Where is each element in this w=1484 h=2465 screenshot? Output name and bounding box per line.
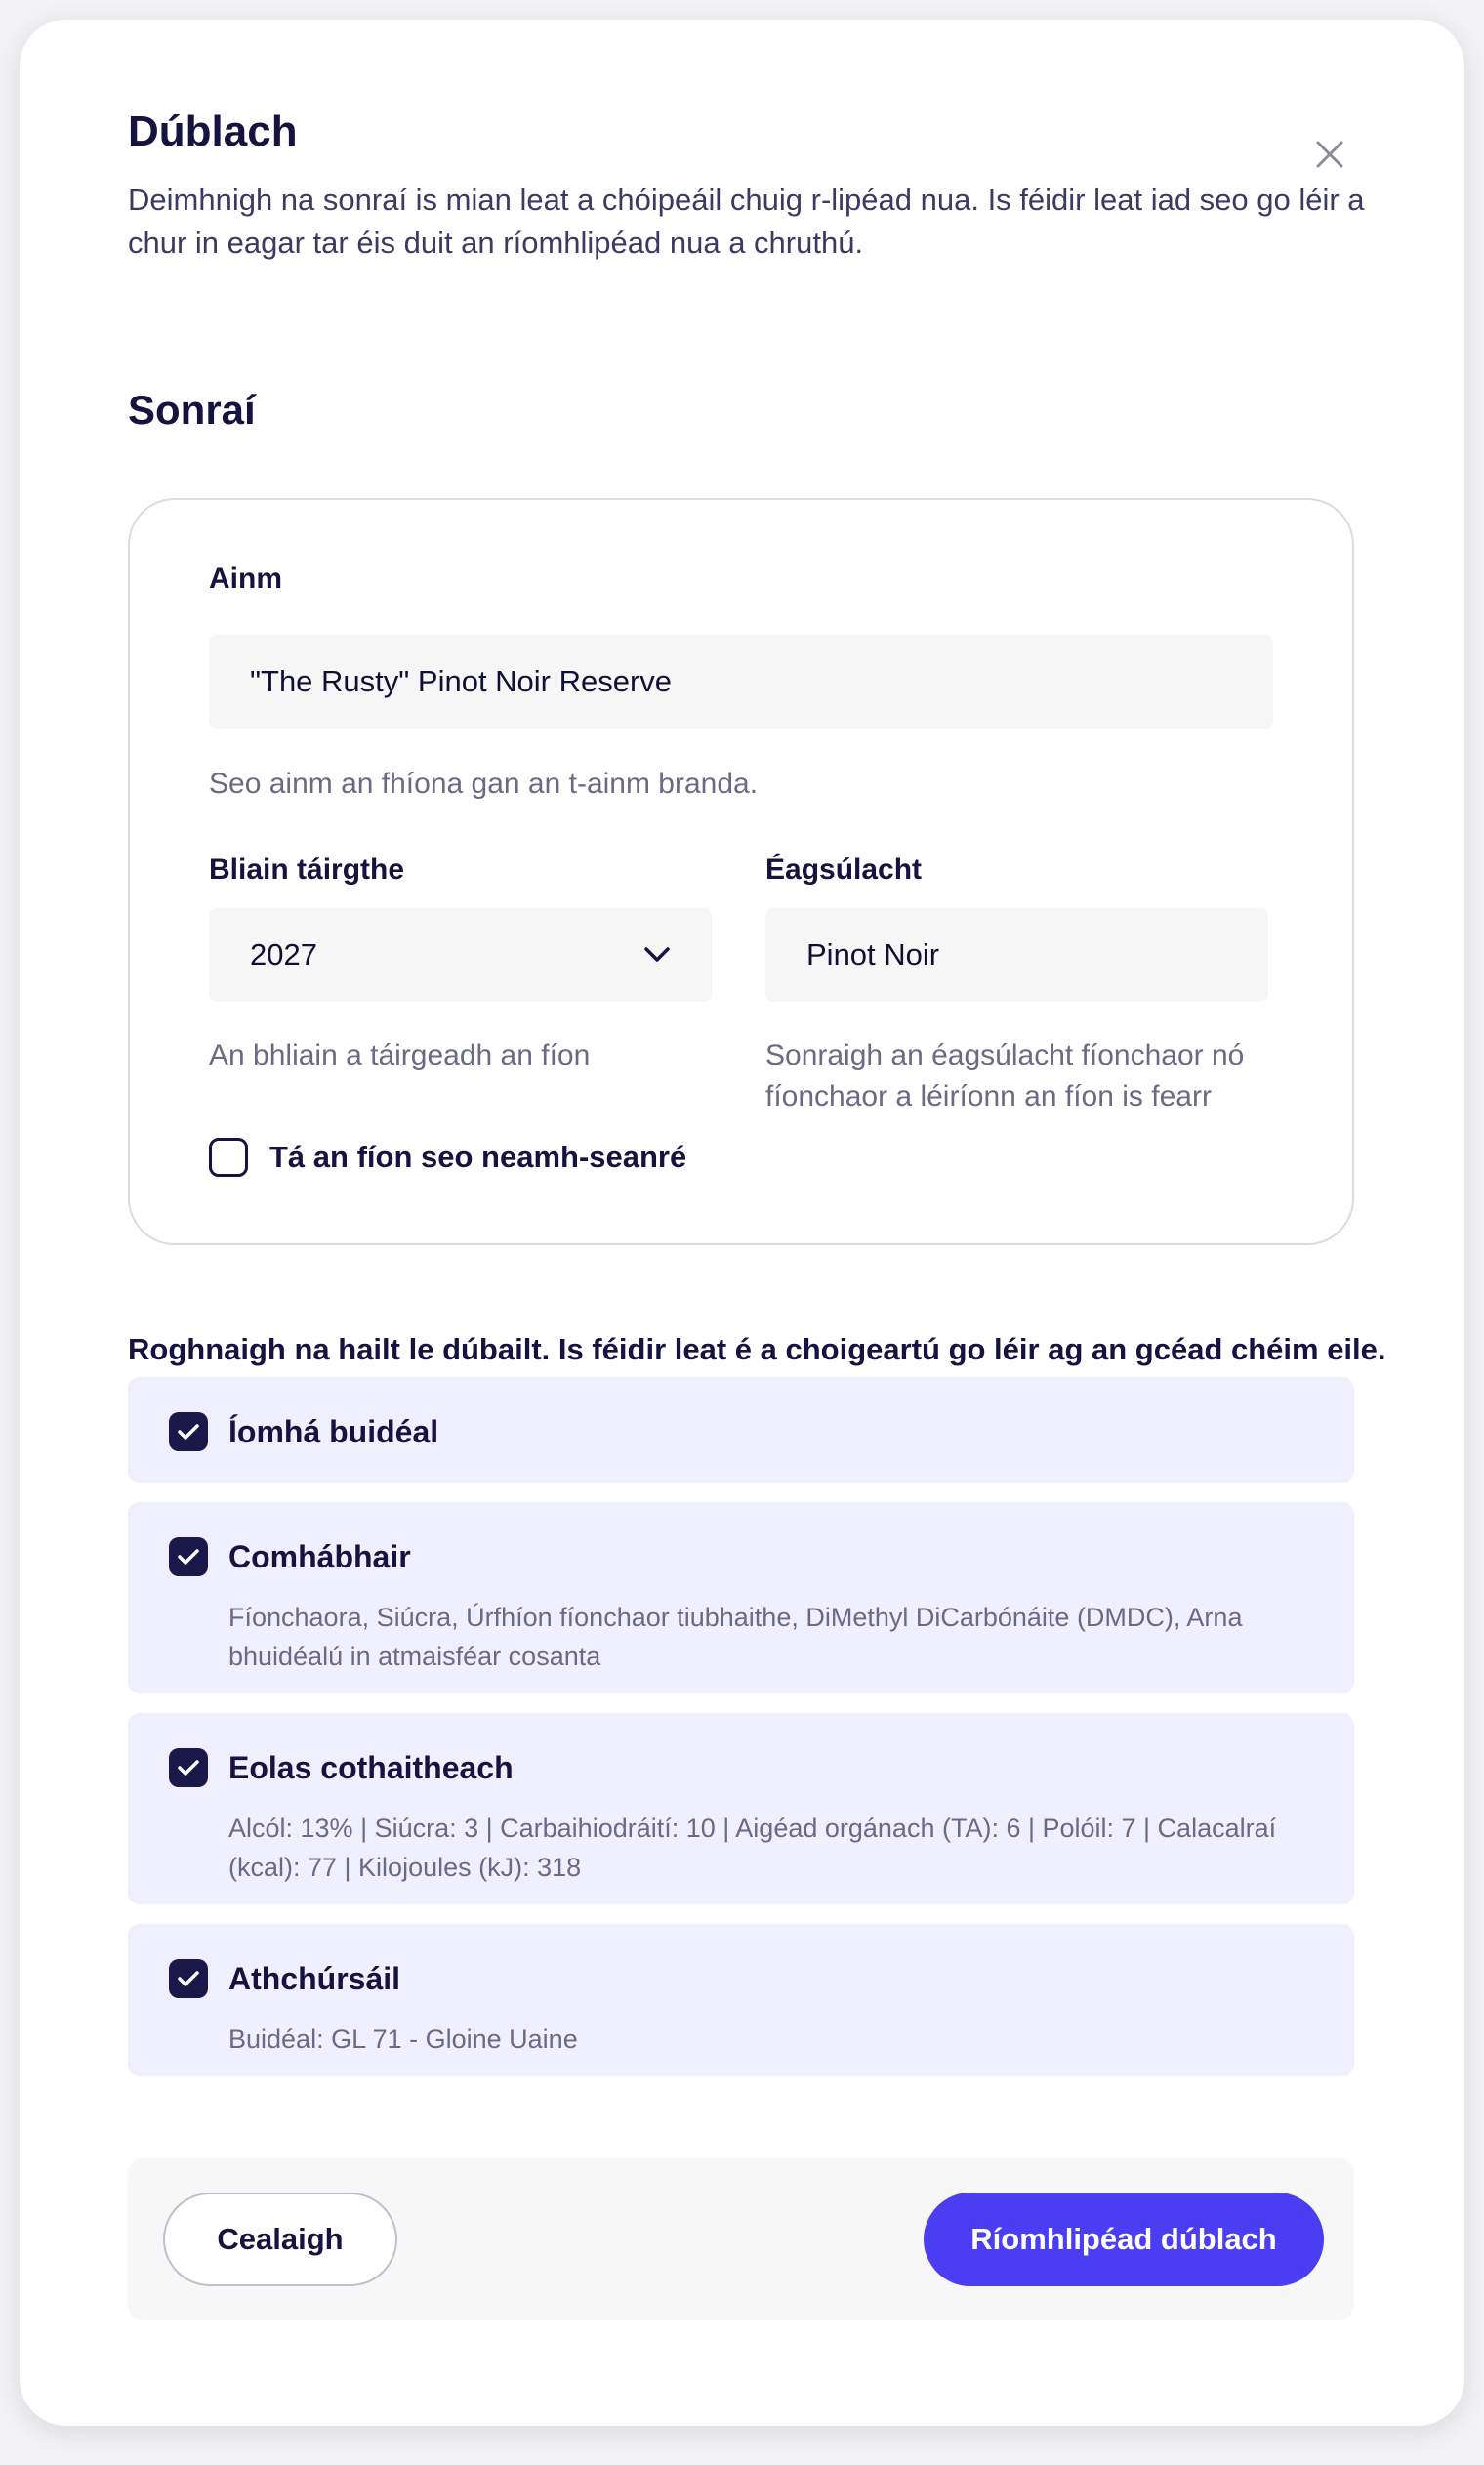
check-icon — [177, 1969, 200, 1988]
option-title: Íomhá buidéal — [228, 1414, 439, 1449]
year-select-value: 2027 — [250, 938, 317, 972]
option-bottle-image[interactable] — [128, 1377, 1354, 1483]
option-description: Fíonchaora, Siúcra, Úrfhíon fíonchaor tiubhaithe, DiMethyl DiCarbónáite (DMDC), Arna bhuidéalú in atmaisféar cosanta — [228, 1603, 1243, 1671]
copy-options-prompt: Roghnaigh na hailt le dúbailt. Is féidir leat é a choigeartú go léir ag an gcéad chéim eile. — [128, 1332, 1386, 1366]
option-title: Eolas cothaitheach — [228, 1750, 514, 1785]
variety-helper: Sonraigh an éagsúlacht fíonchaor nó fíonchaor a léiríonn an fíon is fearr — [765, 1039, 1245, 1112]
checkbox-checked[interactable] — [169, 1537, 208, 1576]
non-vintage-label: Tá an fíon seo neamh-seanré — [269, 1140, 687, 1174]
non-vintage-checkbox[interactable] — [209, 1138, 686, 1177]
option-title: Athchúrsáil — [228, 1961, 401, 1996]
checkbox-checked[interactable] — [169, 1412, 208, 1451]
cancel-button[interactable]: Cealaigh — [163, 2193, 397, 2286]
option-recycling[interactable] — [128, 1924, 1354, 2076]
check-icon — [177, 1422, 200, 1441]
name-label: Ainm — [209, 563, 282, 595]
chevron-down-icon — [643, 946, 671, 964]
year-helper: An bhliain a táirgeadh an fíon — [209, 1039, 591, 1071]
details-card — [128, 498, 1354, 1245]
close-icon — [1315, 140, 1344, 169]
checkbox-checked[interactable] — [169, 1748, 208, 1787]
details-heading: Sonraí — [128, 387, 256, 433]
variety-input[interactable] — [765, 908, 1268, 1002]
variety-label: Éagsúlacht — [765, 854, 923, 886]
check-icon — [177, 1758, 200, 1777]
check-icon — [177, 1547, 200, 1567]
year-select[interactable] — [209, 908, 712, 1002]
modal-intro: Deimhnigh na sonraí is mian leat a chóipeáil chuig r-lipéad nua. Is féidir leat iad seo go léir a chur in eagar tar éis duit an ríomhlipéad nua a chruthú. — [128, 183, 1365, 260]
close-button[interactable] — [1308, 133, 1351, 176]
modal-footer — [128, 2158, 1354, 2320]
checkbox-box[interactable] — [209, 1138, 248, 1177]
option-description: Alcól: 13% | Siúcra: 3 | Carbaihiodráití: 10 | Aigéad orgánach (TA): 6 | Polóil: 7 | Calacalraí (kcal): 77 | Kilojoules (kJ): 318 — [228, 1814, 1277, 1882]
duplicate-label-button[interactable]: Ríomhlipéad dúblach — [924, 2193, 1324, 2286]
year-label: Bliain táirgthe — [209, 854, 405, 886]
modal-title: Dúblach — [128, 107, 298, 155]
name-input[interactable] — [209, 635, 1273, 729]
option-ingredients[interactable] — [128, 1502, 1354, 1693]
option-title: Comhábhair — [228, 1539, 411, 1574]
name-helper: Seo ainm an fhíona gan an t-ainm branda. — [209, 768, 759, 800]
option-description: Buidéal: GL 71 - Gloine Uaine — [228, 2025, 578, 2054]
checkbox-checked[interactable] — [169, 1959, 208, 1998]
option-nutrition[interactable] — [128, 1713, 1354, 1904]
duplicate-modal — [20, 20, 1464, 2426]
